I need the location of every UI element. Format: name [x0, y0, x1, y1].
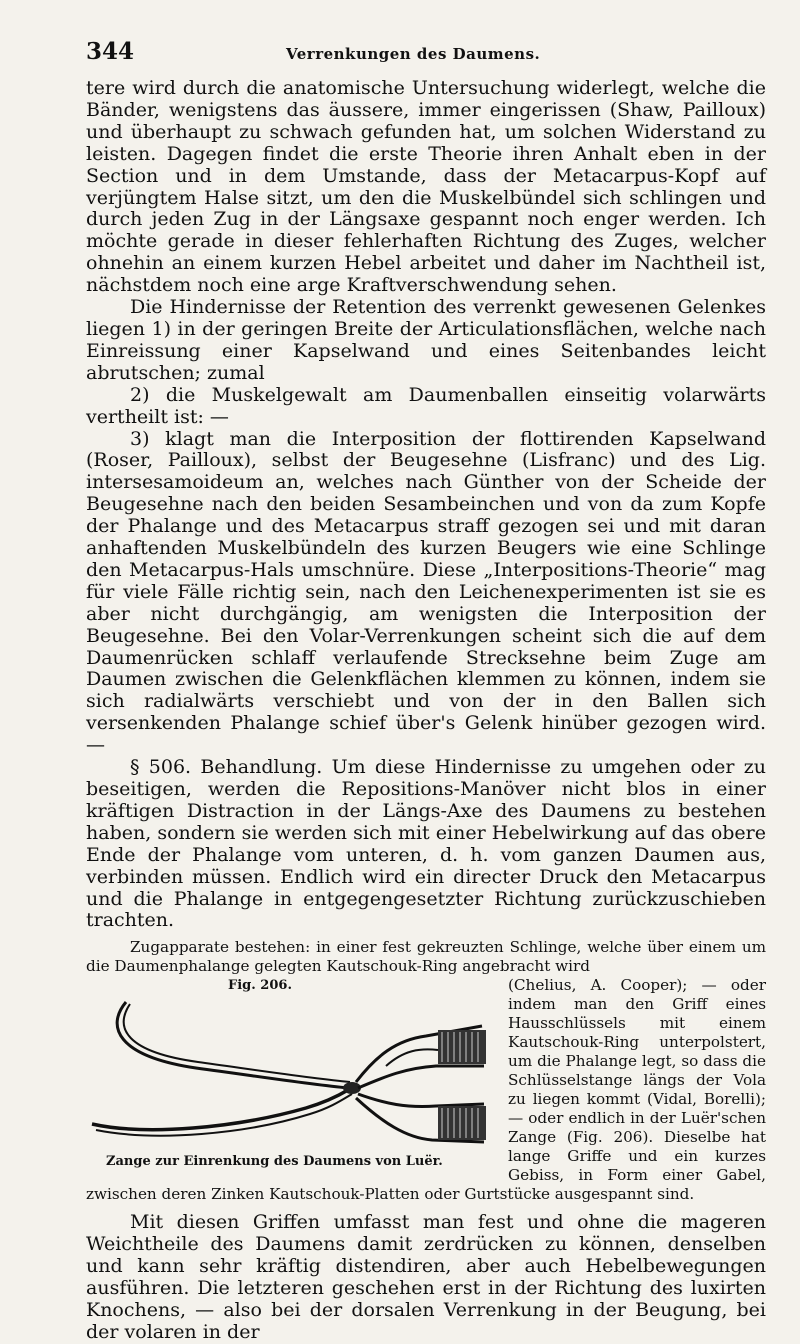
figure-label: Fig. 206. — [228, 978, 292, 994]
figure-206 — [86, 976, 502, 1174]
figure-caption: Zange zur Einrenkung des Daumens von Luër. — [106, 1154, 443, 1170]
paragraph-griffen: Mit diesen Griffen umfasst man fest und ohne die mageren Weichtheile des Daumens damit zerdrücken zu können, denselben und kann sehr kräftig distendiren, aber auch Hebelbewegungen ausführen. Die letzteren geschehen erst in der Richtung des luxirten Knochens, — also bei der dorsalen Verrenkung in der Beugung, bei der volaren in der — [86, 1211, 766, 1343]
small-print-block — [86, 938, 766, 1204]
closing-text — [86, 1212, 766, 1343]
page-header — [86, 38, 766, 78]
small-wrap-text: (Chelius, A. Cooper); — oder indem man den Griff eines Hausschlüssels mit einem Kautschouk-Ring unterpolstert, um die Phalange legt, so dass die Schlüsselstange längs der Vola zu liegen kommt (Vidal, Borelli); — oder endlich in der Luër'schen Zange (Fig. 206). Dieselbe hat lange Griffe und ein kurzes Gebiss, in Form einer Gabel, zwischen deren Zinken Kautschouk-Platten oder Gurtstücke ausgespannt sind. — [86, 976, 766, 1204]
paragraph-section-506: § 506. Behandlung. Um diese Hindernisse zu umgehen oder zu beseitigen, werden die Repositions-Manöver nicht blos in einer kräftigen Distraction in der Längs-Axe des Daumens zu bestehen haben, sondern sie werden sich mit einer Hebelwirkung auf das obere Ende der Phalange vom unteren, d. h. vom ganzen Daumen aus, verbinden müssen. Endlich wird ein directer Druck den Metacarpus und die Phalange in entgegengesetzter Richtung zurückzuschieben trachten. — [86, 756, 766, 932]
running-title: Verrenkungen des Daumens. — [286, 45, 541, 63]
paragraph-continuation: tere wird durch die anatomische Untersuchung widerlegt, welche die Bänder, wenigstens das äussere, immer eingerissen (Shaw, Pailloux) und überhaupt zu schwach gefunden hat, um solchen Widerstand zu leisten. Dagegen findet die erste Theorie ihren Anhalt eben in der Section und in dem Umstande, dass der Metacarpus-Kopf auf verjüngtem Halse sitzt, um den die Muskelbündel sich schlingen und durch jeden Zug in der Längsaxe gespannt noch enger werden. Ich möchte gerade in dieser fehlerhaften Richtung des Zuges, welcher ohnehin an einem kurzen Hebel arbeitet und daher im Nachtheil ist, nächstdem noch eine arge Kraftverschwendung sehen. — [86, 77, 766, 297]
small-intro: Zugapparate bestehen: in einer fest gekreuzten Schlinge, welche über einem um die Daumenphalange gelegten Kautschouk-Ring angebracht wird — [86, 938, 766, 976]
paragraph-interposition: 3) klagt man die Interposition der flottirenden Kapselwand (Roser, Pailloux), selbst der Beugesehne (Lisfranc) und des Lig. intersesamoideum an, welches nach Günther von der Scheide der Beugesehne nach den beiden Sesambeinchen und von da zum Kopfe der Phalange und des Metacarpus straff gezogen sei und mit daran anhaftenden Muskelbündeln des kurzen Beugers wie eine Schlinge den Metacarpus-Hals umschnüre. Diese „Interpositions-Theorie“ mag für viele Fälle richtig sein, nach den Leichenexperimenten ist sie es aber nicht durchgängig, am wenigsten die Interposition der Beugesehne. Bei den Volar-Verrenkungen scheint sich die auf dem Daumenrücken schlaff verlaufende Strecksehne beim Zuge am Daumen zwischen die Gelenkflächen klemmen zu können, indem sie sich radialwärts verschiebt und von der in den Ballen sich versenkenden Phalange schief über's Gelenk hinüber gezogen wird. — — [86, 427, 766, 757]
paragraph-retention: Die Hindernisse der Retention des verrenkt gewesenen Gelenkes liegen 1) in der geringen Breite der Articulationsflächen, welche nach Einreissung einer Kapselwand und eines Seitenbandes leicht abrutschen; zumal — [86, 296, 766, 384]
paragraph-muscle-force: 2) die Muskelgewalt am Daumenballen einseitig volarwärts vertheilt ist: — — [86, 383, 766, 428]
forceps-illustration — [86, 996, 502, 1152]
main-text — [86, 78, 766, 932]
page-number: 344 — [86, 38, 135, 65]
